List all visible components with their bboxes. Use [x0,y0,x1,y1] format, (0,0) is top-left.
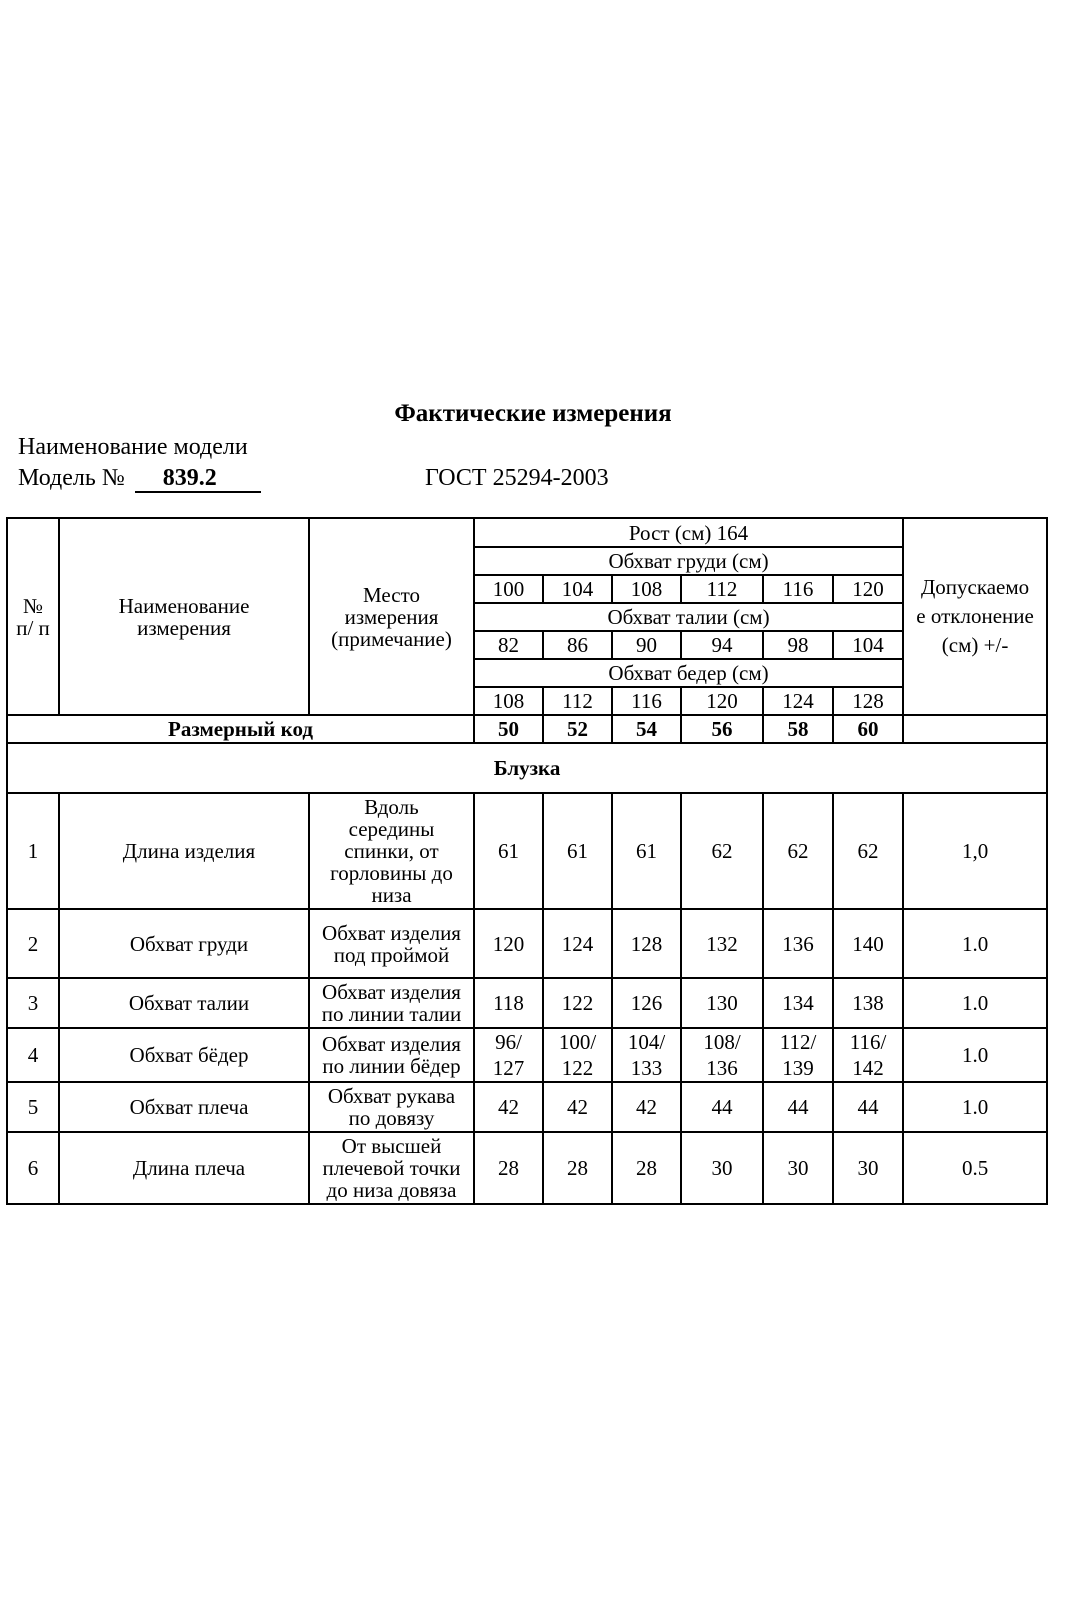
header-number: № п/ п [7,518,59,715]
row-value: 61 [612,793,681,909]
row-measurement-note: Обхват изделия по линии талии [309,978,474,1028]
row-value: 44 [681,1082,763,1132]
gost-standard: ГОСТ 25294-2003 [425,465,609,491]
table-row [7,1132,1047,1204]
chest-value: 116 [763,575,833,603]
row-measurement-note: Вдоль середины спинки, от горловины до низа [309,793,474,909]
row-value: 126 [612,978,681,1028]
table-row [7,909,1047,978]
header-measurement-name: Наименование измерения [59,518,309,715]
row-number: 6 [7,1132,59,1204]
row-value: 112/ 139 [763,1028,833,1082]
table-row [7,793,1047,909]
row-value: 138 [833,978,903,1028]
size-code-value: 50 [474,715,543,743]
row-value: 30 [833,1132,903,1204]
hips-value: 116 [612,687,681,715]
row-measurement-name: Длина изделия [59,793,309,909]
section-title: Блузка [7,743,1047,793]
row-value: 140 [833,909,903,978]
row-value: 62 [763,793,833,909]
header-tolerance: Допускаемо е отклонение (см) +/- [903,518,1047,715]
row-tolerance: 0.5 [903,1132,1047,1204]
row-tolerance: 1.0 [903,978,1047,1028]
row-value: 108/ 136 [681,1028,763,1082]
row-value: 134 [763,978,833,1028]
row-value: 124 [543,909,612,978]
row-measurement-note: Обхват изделия под проймой [309,909,474,978]
chest-value: 108 [612,575,681,603]
row-measurement-note: Обхват изделия по линии бёдер [309,1028,474,1082]
hips-value: 124 [763,687,833,715]
table-row [7,1082,1047,1132]
row-number: 3 [7,978,59,1028]
waist-value: 98 [763,631,833,659]
hips-value: 120 [681,687,763,715]
waist-value: 82 [474,631,543,659]
header-height: Рост (см) 164 [474,518,903,547]
row-tolerance: 1.0 [903,1082,1047,1132]
row-value: 116/ 142 [833,1028,903,1082]
row-value: 96/ 127 [474,1028,543,1082]
header-hips-label: Обхват бедер (см) [474,659,903,687]
measurements-table [6,517,1048,1205]
row-value: 61 [543,793,612,909]
hips-value: 108 [474,687,543,715]
hips-value: 128 [833,687,903,715]
row-value: 120 [474,909,543,978]
row-measurement-name: Обхват груди [59,909,309,978]
waist-value: 86 [543,631,612,659]
model-name-label: Наименование модели [18,434,248,460]
hips-value: 112 [543,687,612,715]
row-tolerance: 1.0 [903,1028,1047,1082]
row-number: 2 [7,909,59,978]
row-value: 136 [763,909,833,978]
header-waist-label: Обхват талии (см) [474,603,903,631]
chest-value: 100 [474,575,543,603]
row-value: 28 [612,1132,681,1204]
size-code-value: 52 [543,715,612,743]
row-value: 42 [612,1082,681,1132]
row-measurement-name: Длина плеча [59,1132,309,1204]
row-value: 44 [763,1082,833,1132]
row-measurement-name: Обхват талии [59,978,309,1028]
row-measurement-note: От высшей плечевой точки до низа довяза [309,1132,474,1204]
row-number: 1 [7,793,59,909]
header-measurement-place: Место измерения (примечание) [309,518,474,715]
row-value: 122 [543,978,612,1028]
row-value: 100/ 122 [543,1028,612,1082]
row-tolerance: 1.0 [903,909,1047,978]
row-value: 28 [474,1132,543,1204]
model-number-label: Модель № [18,465,125,491]
row-number: 5 [7,1082,59,1132]
row-value: 61 [474,793,543,909]
waist-value: 104 [833,631,903,659]
table-row [7,1028,1047,1082]
row-measurement-name: Обхват бёдер [59,1028,309,1082]
row-value: 132 [681,909,763,978]
row-value: 118 [474,978,543,1028]
chest-value: 104 [543,575,612,603]
size-code-value: 58 [763,715,833,743]
row-value: 44 [833,1082,903,1132]
chest-value: 112 [681,575,763,603]
document-title: Фактические измерения [394,400,672,427]
row-tolerance: 1,0 [903,793,1047,909]
waist-value: 90 [612,631,681,659]
row-value: 30 [681,1132,763,1204]
size-code-value: 60 [833,715,903,743]
waist-value: 94 [681,631,763,659]
model-number-line [18,465,261,493]
size-code-value: 54 [612,715,681,743]
row-value: 28 [543,1132,612,1204]
header-chest-label: Обхват груди (см) [474,547,903,575]
size-code-value: 56 [681,715,763,743]
row-measurement-note: Обхват рукава по довязу [309,1082,474,1132]
row-value: 62 [681,793,763,909]
size-code-blank [903,715,1047,743]
row-number: 4 [7,1028,59,1082]
size-code-label: Размерный код [7,715,474,743]
row-value: 42 [543,1082,612,1132]
row-value: 128 [612,909,681,978]
row-value: 104/ 133 [612,1028,681,1082]
model-number-value: 839.2 [135,466,261,493]
table-row [7,978,1047,1028]
row-measurement-name: Обхват плеча [59,1082,309,1132]
chest-value: 120 [833,575,903,603]
row-value: 42 [474,1082,543,1132]
row-value: 130 [681,978,763,1028]
row-value: 30 [763,1132,833,1204]
row-value: 62 [833,793,903,909]
